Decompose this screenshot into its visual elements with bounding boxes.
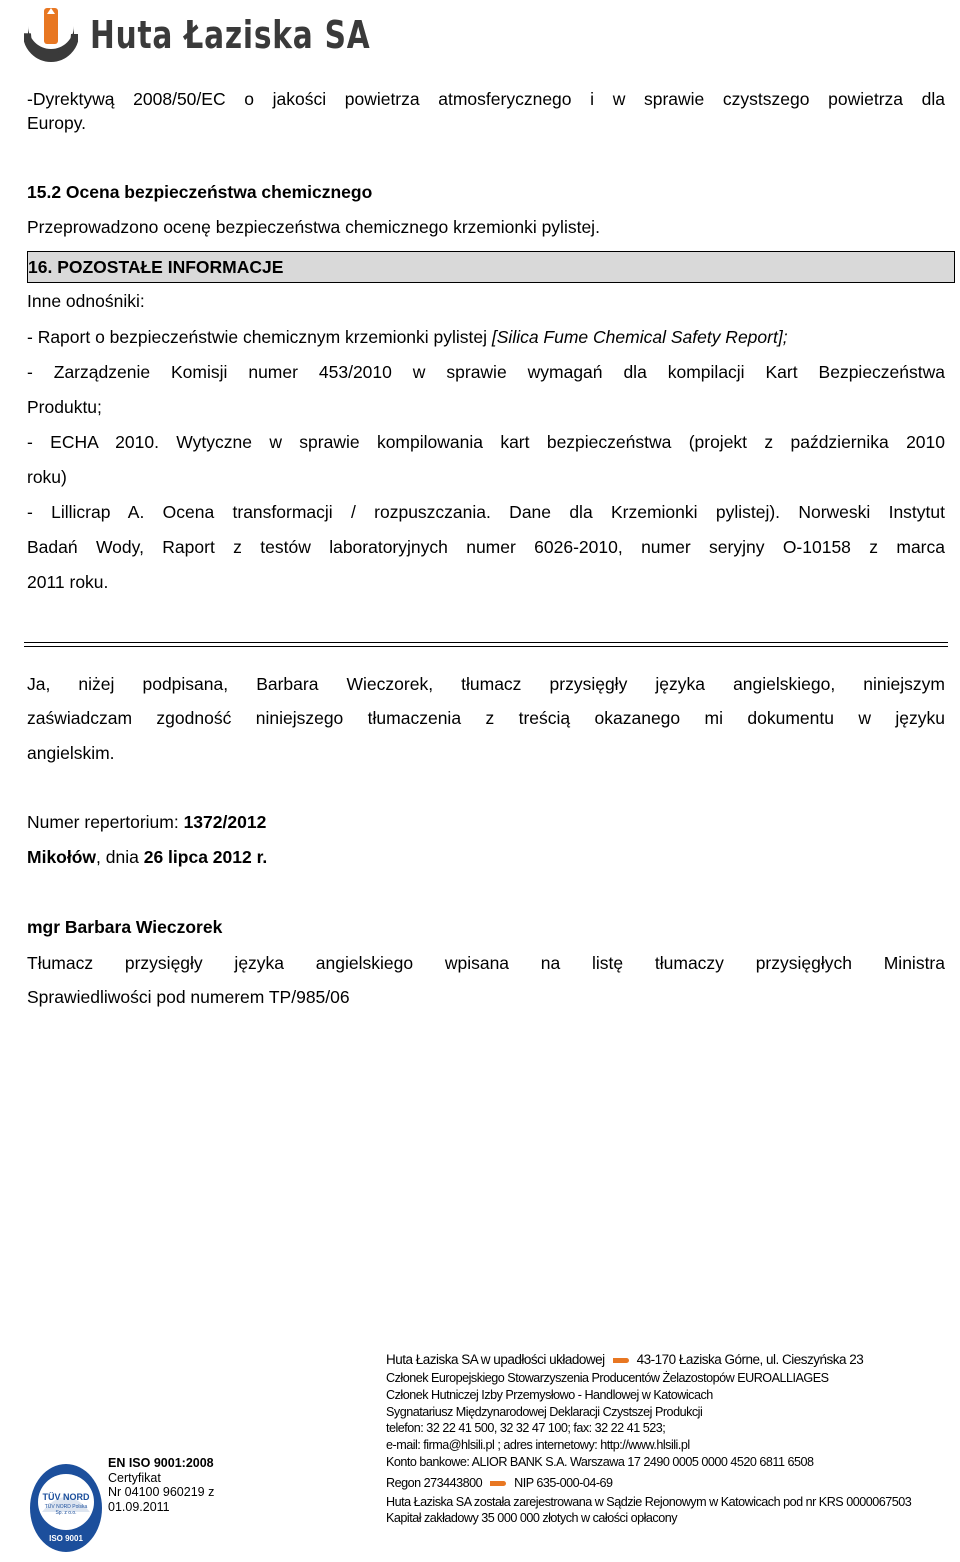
footer-member-2: Członek Hutniczej Izby Przemysłowo - Handlowej w Katowicach bbox=[386, 1387, 713, 1402]
signer-desc-line-2: Sprawiedliwości pod numerem TP/985/06 bbox=[27, 987, 350, 1007]
tuv-brand: TÜV NORD bbox=[42, 1492, 90, 1502]
certification-line-2: zaświadczam zgodność niniejszego tłumaczenia z treścią okazanego mi dokumentu w języku bbox=[27, 708, 945, 728]
iso-title: EN ISO 9001:2008 bbox=[108, 1456, 214, 1470]
company-logo bbox=[24, 0, 450, 70]
footer-company: Huta Łaziska SA w upadłości układowej bbox=[386, 1352, 605, 1367]
footer-address: 43-170 Łaziska Górne, ul. Cieszyńska 23 bbox=[636, 1352, 864, 1367]
directive-line-2: Europy. bbox=[27, 113, 87, 133]
footer-regon-line bbox=[386, 1475, 956, 1492]
footer-member-1: Członek Europejskiego Stowarzyszenia Producentów Żelazostopów EUROALLIAGES bbox=[386, 1371, 829, 1385]
tuv-sub-1: TÜV NORD Polska bbox=[44, 1504, 88, 1510]
reference-4-line-1: - Lillicrap A. Ocena transformacji / rozpuszczania. Dane dla Krzemionki pylistej). Norweski Instytut bbox=[27, 502, 945, 522]
footer-phone: telefon: 32 22 41 500, 32 32 47 100; fax: 32 22 41 523; bbox=[386, 1421, 666, 1436]
section-15-2-text: Przeprowadzono ocenę bezpieczeństwa chemicznego krzemionki pylistej. bbox=[27, 217, 600, 237]
tuv-iso: ISO 9001 bbox=[49, 1534, 83, 1543]
reference-3-line-1: - ECHA 2010. Wytyczne w sprawie kompilowania kart bezpieczeństwa (projekt z października 2010 bbox=[27, 432, 945, 452]
certification-line-3: angielskim. bbox=[27, 743, 115, 763]
reference-4-line-2: Badań Wody, Raport z testów laboratoryjnych numer 6026-2010, numer seryjny O-10158 z marca bbox=[27, 537, 945, 557]
footer-regon: Regon 273443800 bbox=[386, 1475, 483, 1490]
signer-name: mgr Barbara Wieczorek bbox=[27, 917, 223, 937]
divider-line-bottom bbox=[24, 646, 948, 647]
place-date bbox=[27, 840, 945, 875]
tuv-nord-seal bbox=[28, 1462, 104, 1559]
date-value: 26 lipca 2012 r. bbox=[143, 847, 268, 867]
section-16-header bbox=[27, 251, 955, 283]
orange-dash-icon-2 bbox=[490, 1481, 506, 1486]
tuv-sub-2: Sp. z o.o. bbox=[55, 1510, 77, 1516]
reference-4-line-3: 2011 roku. bbox=[27, 572, 109, 592]
footer-krs: Huta Łaziska SA została zarejestrowana w Sądzie Rejonowym w Katowicach pod nr KRS 0000067503 bbox=[386, 1494, 912, 1509]
company-brand-name: Huta Łaziska SA bbox=[90, 13, 371, 57]
orange-dash-icon bbox=[613, 1358, 629, 1363]
iso-number: Nr 04100 960219 z bbox=[108, 1485, 215, 1499]
section-15-2-title-text: 15.2 Ocena bezpieczeństwa chemicznego bbox=[27, 182, 373, 202]
reference-2-line-2: Produktu; bbox=[27, 397, 102, 417]
repertorium-value: 1372/2012 bbox=[183, 812, 267, 832]
footer-nip: NIP 635-000-04-69 bbox=[514, 1475, 613, 1490]
iso-date: 01.09.2011 bbox=[108, 1499, 170, 1514]
certification-line-1: Ja, niżej podpisana, Barbara Wieczorek, tłumacz przysięgły języka angielskiego, niniejszym bbox=[27, 674, 945, 694]
date-connector: , dnia bbox=[96, 847, 144, 867]
company-footer bbox=[386, 1350, 956, 1527]
signer bbox=[27, 910, 945, 945]
references-label: Inne odnośniki: bbox=[27, 291, 145, 311]
footer-company-line bbox=[386, 1350, 956, 1370]
footer-member-3: Sygnatariusz Międzynarodowej Deklaracji Czystszej Produkcji bbox=[386, 1404, 703, 1419]
place: Mikołów bbox=[27, 847, 97, 867]
signer-desc-line-1: Tłumacz przysięgły języka angielskiego wpisana na listę tłumaczy przysięgłych Ministra bbox=[27, 953, 945, 973]
divider-line-top bbox=[24, 642, 948, 643]
repertorium bbox=[27, 805, 945, 840]
reference-1 bbox=[27, 320, 945, 355]
section-16-number: 16. POZOSTAŁE INFORMACJE bbox=[28, 257, 284, 277]
footer-capital: Kapitał zakładowy 35 000 000 złotych w całości opłacony bbox=[386, 1511, 678, 1526]
directive-line-1: -Dyrektywą 2008/50/EC o jakości powietrza atmosferycznego i w sprawie czystszego powietrza dla bbox=[27, 89, 945, 109]
reference-1-text: - Raport o bezpieczeństwie chemicznym krzemionki pylistej bbox=[27, 327, 492, 347]
iso-certificate bbox=[108, 1456, 214, 1514]
reference-1-italic: [Silica Fume Chemical Safety Report]; bbox=[491, 327, 788, 347]
iso-cert-label: Certyfikat bbox=[108, 1470, 161, 1485]
reference-2-line-1: - Zarządzenie Komisji numer 453/2010 w sprawie wymagań dla kompilacji Kart Bezpieczeństwa bbox=[27, 362, 945, 382]
section-15-2-title bbox=[27, 175, 945, 210]
footer-bank: Konto bankowe: ALIOR BANK S.A. Warszawa 17 2490 0005 0000 4520 6811 6508 bbox=[386, 1454, 814, 1469]
repertorium-label: Numer repertorium: bbox=[27, 812, 184, 832]
reference-3-line-2: roku) bbox=[27, 467, 67, 487]
company-emblem-icon bbox=[24, 4, 78, 66]
footer-email: e-mail: firma@hlsili.pl ; adres internetowy: http://www.hlsili.pl bbox=[386, 1438, 690, 1453]
